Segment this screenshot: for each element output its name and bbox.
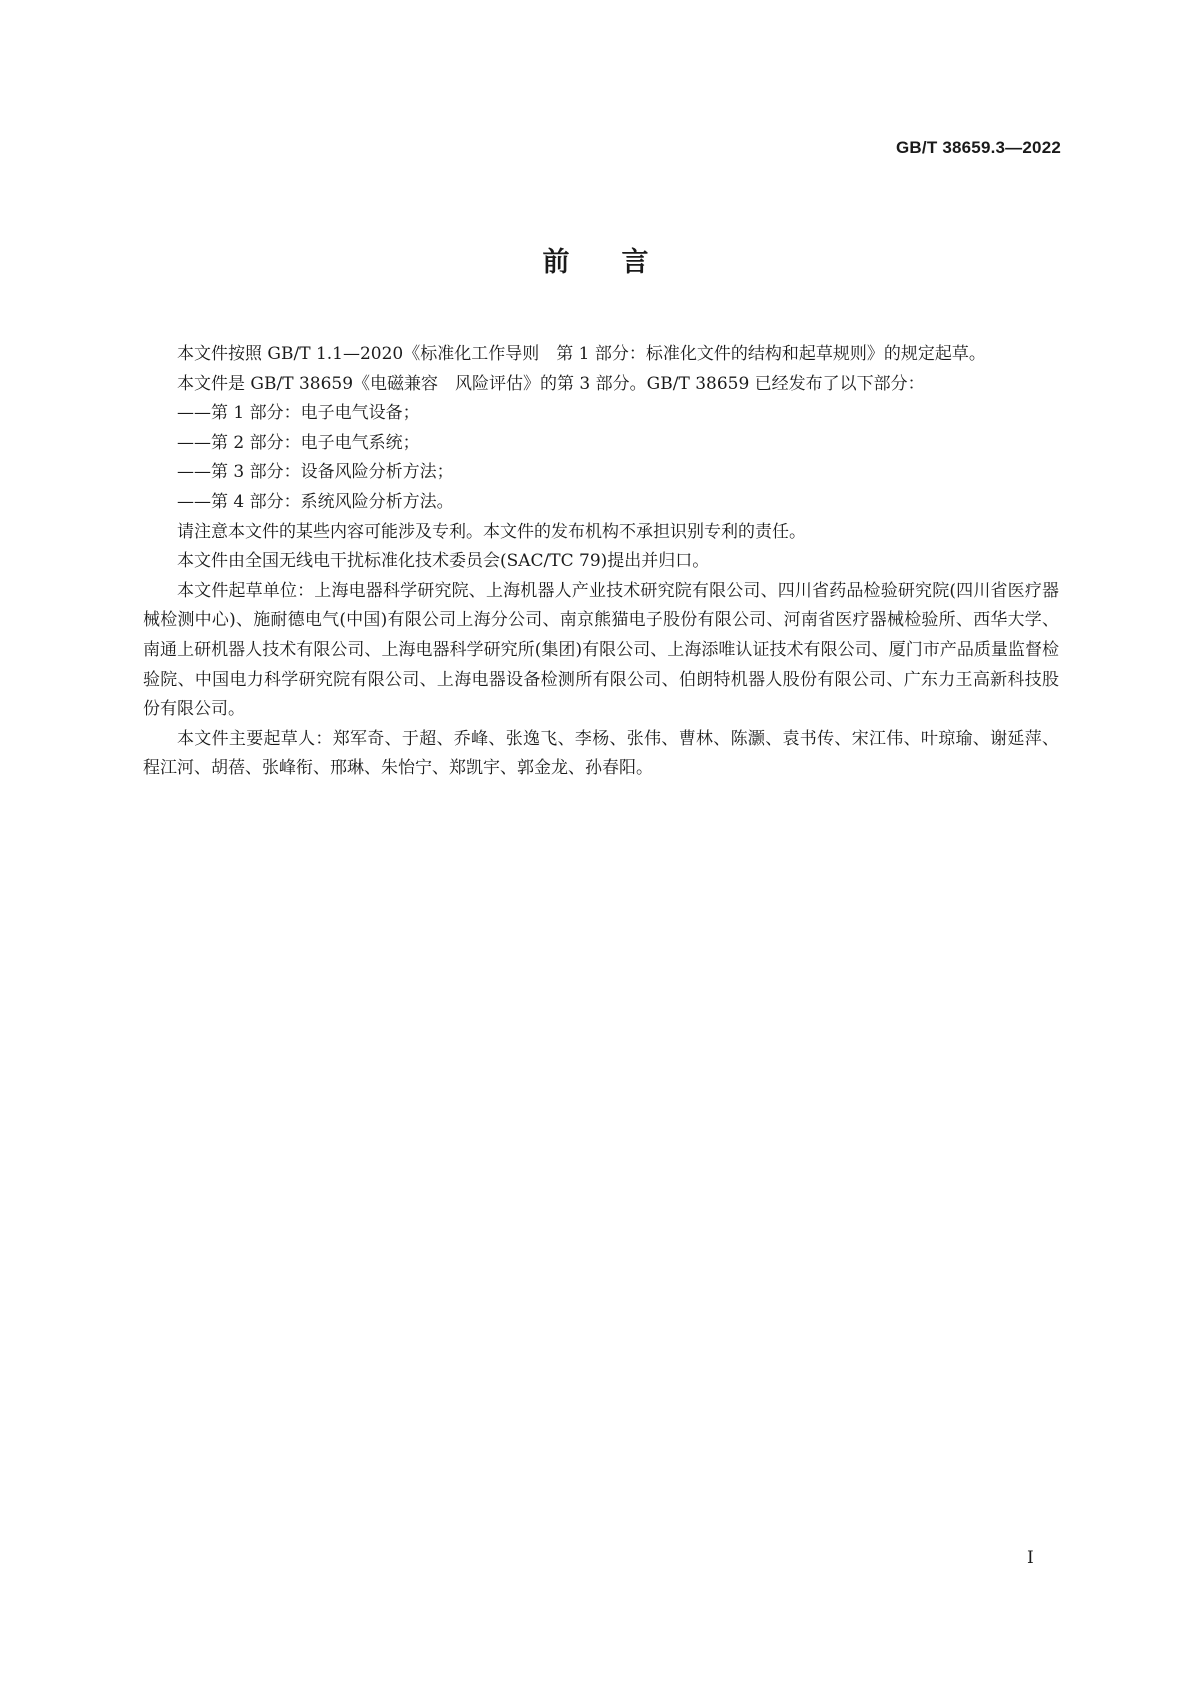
paragraph-patent-notice: 请注意本文件的某些内容可能涉及专利。本文件的发布机构不承担识别专利的责任。 — [177, 521, 806, 542]
paragraph-drafting-rules: 本文件按照 GB/T 1.1—2020《标准化工作导则 第 1 部分：标准化文件的结构和起草规则》的规定起草。 — [177, 344, 986, 364]
page-title: 前言 — [542, 247, 701, 278]
list-item-part-2: ——第 2 部分：电子电气系统； — [177, 432, 420, 453]
body-text — [143, 340, 1059, 784]
list-item-part-1: ——第 1 部分：电子电气设备； — [177, 403, 420, 424]
paragraph-drafters: 本文件主要起草人：郑军奇、于超、乔峰、张逸飞、李杨、张伟、曹林、陈灏、袁书传、宋江伟、叶琼瑜、谢延萍、程江河、胡蓓、张峰衔、邢琳、朱怡宁、郑凯宇、郭金龙、孙春阳。 — [143, 728, 1059, 779]
list-item-part-4: ——第 4 部分：系统风险分析方法。 — [177, 491, 454, 512]
paragraph-drafting-units: 本文件起草单位：上海电器科学研究院、上海机器人产业技术研究院有限公司、四川省药品检验研究院(四川省医疗器械检测中心)、施耐德电气(中国)有限公司上海分公司、南京熊猫电子股份有限公司、河南省医疗器械检验所、西华大学、南通上研机器人技术有限公司、上海电器科学研究所(集团)有限公司、上海添唯认证技术有限公司、厦门市产品质量监督检验院、中国电力科学研究院有限公司、上海电器设备检测所有限公司、伯朗特机器人股份有限公司、广东力王高新科技股份有限公司。 — [143, 580, 1059, 720]
paragraph-proposer: 本文件由全国无线电干扰标准化技术委员会(SAC/TC 79)提出并归口。 — [177, 551, 710, 572]
standard-number: GB/T 38659.3—2022 — [896, 138, 1061, 157]
list-item-part-3: ——第 3 部分：设备风险分析方法； — [177, 462, 454, 483]
page-number: I — [1027, 1548, 1034, 1568]
paragraph-series-intro: 本文件是 GB/T 38659《电磁兼容 风险评估》的第 3 部分。GB/T 38659 已经发布了以下部分： — [177, 373, 925, 394]
